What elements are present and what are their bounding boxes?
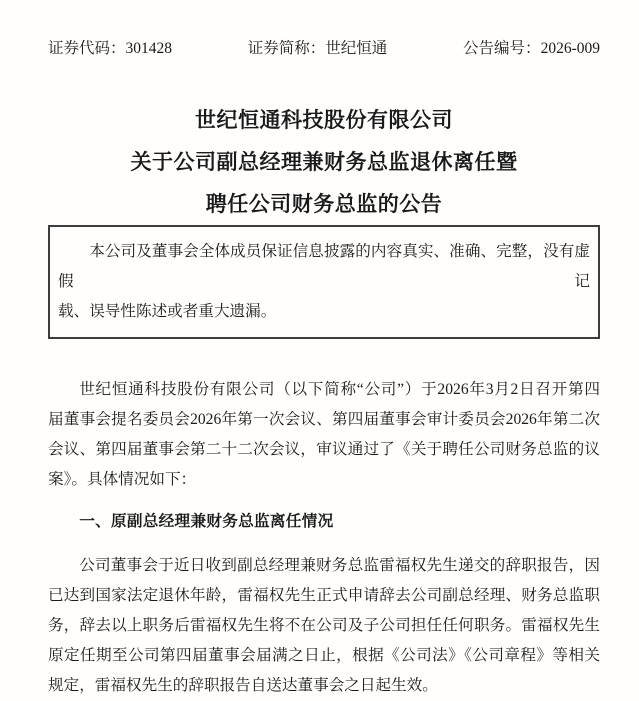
- stock-name: [248, 38, 388, 59]
- section-1-heading: 一、原副总经理兼财务总监离任情况: [79, 513, 334, 530]
- announcement-number-value: 2026-009: [540, 40, 600, 57]
- document-header: [48, 38, 600, 59]
- announcement-title-line-2: 关于公司副总经理兼财务总监退休离任暨: [130, 150, 518, 174]
- text-line: 会议、第四届董事会第二十二次会议，审议通过了《关于聘任公司财务总监的议: [48, 441, 600, 458]
- text-line: 原定任期至公司第四届董事会届满之日止，根据《公司法》《公司章程》等相关: [48, 647, 600, 664]
- text-line: 载、误导性陈述或者重大遗漏。: [58, 303, 277, 320]
- text-line: 已达到国家法定退休年龄，雷福权先生正式申请辞去公司副总经理、财务总监职: [48, 587, 600, 604]
- announcement-number: [463, 38, 600, 59]
- text-line: 公司董事会于近日收到副总经理兼财务总监雷福权先生递交的辞职报告，因: [79, 557, 600, 574]
- text-line: 本公司及董事会全体成员保证信息披露的内容真实、准确、完整，没有虚假记: [58, 243, 590, 290]
- stock-name-value: 世纪恒通: [325, 40, 388, 57]
- announcement-title-line-3: 聘任公司财务总监的公告: [205, 192, 443, 216]
- text-line: 规定，雷福权先生的辞职报告自送达董事会之日起生效。: [48, 677, 438, 694]
- stock-code: [48, 38, 172, 59]
- announcement-number-label: 公告编号：: [463, 40, 541, 57]
- company-name-title: 世纪恒通科技股份有限公司: [195, 108, 453, 132]
- stock-code-label: 证券代码：: [48, 40, 126, 57]
- stock-name-label: 证券简称：: [247, 40, 326, 57]
- intro-paragraph: [48, 375, 600, 495]
- section-1-paragraph: [48, 551, 600, 701]
- text-line: 案》。具体情况如下：: [48, 471, 197, 488]
- disclaimer-box: [48, 225, 600, 339]
- text-line: 世纪恒通科技股份有限公司（以下简称“公司”）于2026年3月2日召开第四: [79, 381, 600, 398]
- text-line: 届董事会提名委员会2026年第一次会议、第四届董事会审计委员会2026年第二次: [48, 411, 600, 428]
- stock-code-value: 301428: [125, 40, 173, 57]
- text-line: 务，辞去以上职务后雷福权先生将不在公司及子公司担任任何职务。雷福权先生: [48, 617, 600, 634]
- title-block: [48, 99, 600, 225]
